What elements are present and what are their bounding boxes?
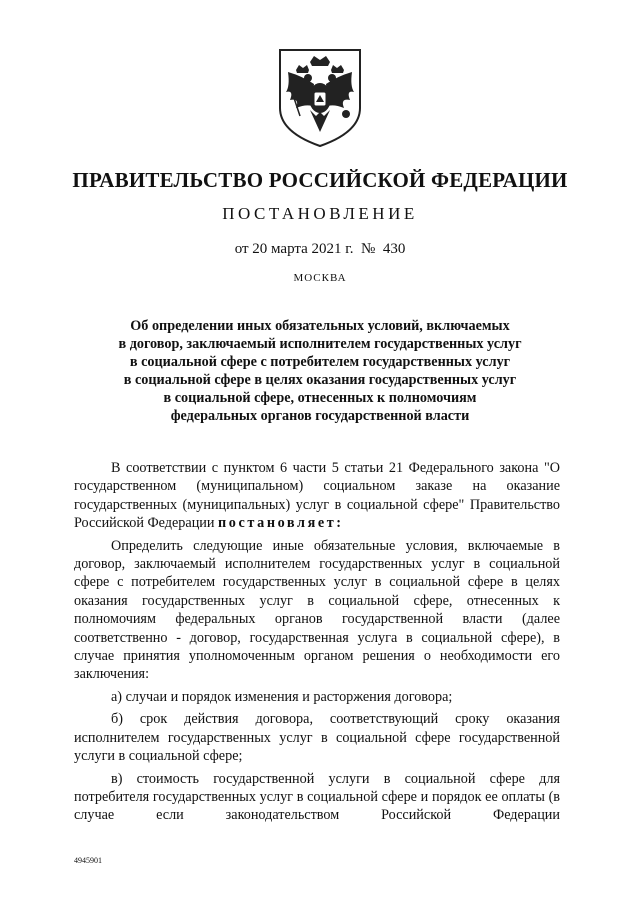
subject-line: федеральных органов государственной власти (170, 408, 470, 424)
preamble-text: В соответствии с пунктом 6 части 5 статьи 21 Федерального закона "О государственном (муниципальном) социальном заказе на оказание государственных (муниципальных) услуг в социальной сфере" Правительство Российской Федерации (74, 460, 560, 532)
coat-of-arms-emblem-icon (272, 46, 368, 150)
document-code-number: 4945901 (74, 856, 102, 865)
document-date-number: от 20 марта 2021 г. № 430 (234, 241, 406, 257)
subject-line: в социальной сфере в целях оказания государственных услуг (123, 372, 517, 388)
resolves-word: постановляет: (218, 515, 344, 532)
document-subject (0, 317, 640, 425)
government-title: ПРАВИТЕЛЬСТВО РОССИЙСКОЙ ФЕДЕРАЦИИ (72, 168, 568, 192)
preamble-paragraph (74, 459, 560, 533)
document-place: МОСКВА (293, 272, 347, 284)
document-type: ПОСТАНОВЛЕНИЕ (222, 204, 418, 223)
document-body (74, 459, 560, 825)
subject-line: в социальной сфере, отнесенных к полномочиям (163, 390, 477, 406)
subject-line: в договор, заключаемый исполнителем государственных услуг (118, 336, 522, 352)
main-paragraph: Определить следующие иные обязательные условия, включаемые в договор, заключаемый исполнителем государственных услуг в социальной сфере с потребителем государственных услуг в социальной сфере в целях оказания государственных услуг в социальной сфере, отнесенных к полномочиям федеральных органов государственной власти (далее соответственно - договор, государственная услуга в социальной сфере), в случае принятия уполномоченным органом решения о необходимости его заключения: (74, 537, 560, 683)
subject-line: в социальной сфере с потребителем государственных услуг (129, 354, 511, 370)
item-b: б) срок действия договора, соответствующий сроку оказания исполнителем государственных услуг в социальной сфере государственной услуги в социальной сфере; (74, 711, 560, 765)
item-a: а) случаи и порядок изменения и расторжения договора; (111, 688, 453, 705)
subject-line: Об определении иных обязательных условий, включаемых (130, 318, 510, 334)
item-c: в) стоимость государственной услуги в социальной сфере для потребителя государственных услуг в социальной сфере и порядок ее оплаты (в случае если законодательством Российской Федерации (74, 770, 560, 824)
